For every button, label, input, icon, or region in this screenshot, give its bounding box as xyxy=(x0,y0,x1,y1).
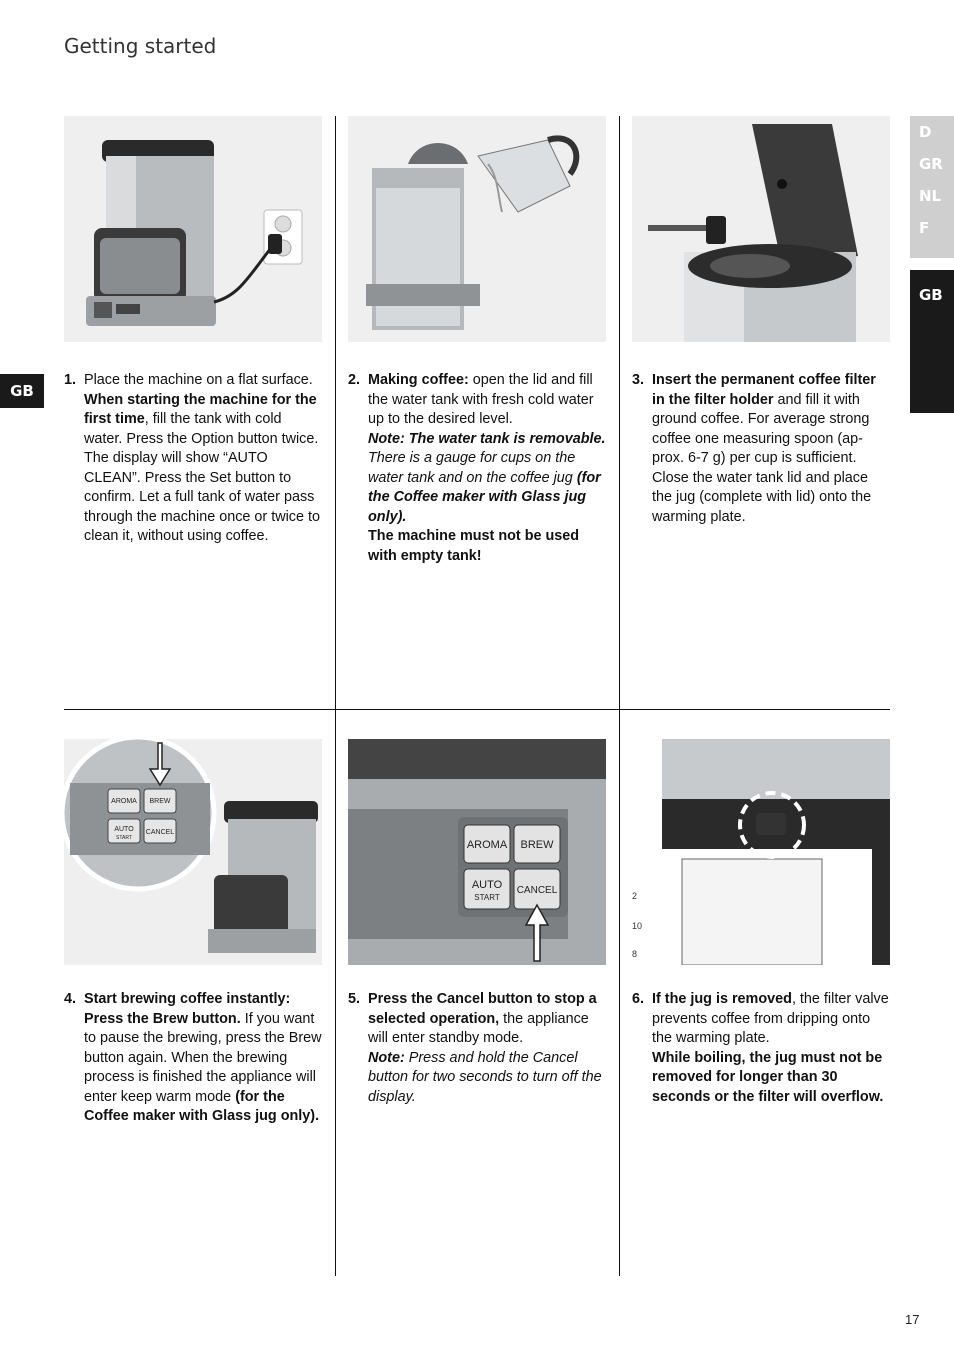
step-text-run: the appliance will enter standby mode. xyxy=(368,1010,589,1046)
step-text-run: When starting the machine for the first time xyxy=(84,391,317,427)
step-6 xyxy=(632,990,890,1107)
step-number: 2. xyxy=(348,372,361,388)
step-text-run: If you want to pause the brewing, press the Brew button again. When the brewing process is finished the appliance will enter keep warm mode xyxy=(84,1010,322,1105)
step-text-run: Press and hold the Cancel button for two seconds to turn off the display. xyxy=(368,1049,602,1105)
brew-label: BREW xyxy=(149,798,171,805)
language-tabs xyxy=(910,116,954,258)
step-text-run: Insert the permanent coffee filter in the filter holder xyxy=(652,372,876,408)
step-number: 6. xyxy=(632,991,645,1007)
lang-tab-d[interactable]: D xyxy=(919,123,932,141)
svg-text:AUTO: AUTO xyxy=(471,879,503,891)
step-text-run: Press the Cancel button to stop a selected operation, xyxy=(368,991,597,1027)
step-1 xyxy=(64,371,322,547)
step-text-run: (for the Coffee maker with Glass jug only). xyxy=(368,469,601,525)
row-divider xyxy=(64,709,890,710)
svg-text:CANCEL: CANCEL xyxy=(516,885,558,896)
step-text-run: open the lid and fill the water tank with fresh cold water up to the desired level. xyxy=(368,372,594,427)
lang-tab-gr[interactable]: GR xyxy=(919,155,943,173)
start-label: START xyxy=(116,835,132,841)
illustration-cancel-button xyxy=(348,739,606,965)
page-title: Getting started xyxy=(64,34,217,58)
step-text-run: If the jug is removed xyxy=(652,991,792,1007)
gauge-mark-8: 8 xyxy=(632,949,638,959)
illustration-filter-valve xyxy=(632,739,890,965)
gauge-mark-2: 2 xyxy=(632,891,638,901)
svg-text:START: START xyxy=(474,893,500,902)
illustration-brew-button xyxy=(64,739,322,965)
illustration-coffee-maker-plugged xyxy=(64,116,322,342)
column-divider xyxy=(619,116,620,1276)
left-lang-tab-gb: GB xyxy=(0,374,44,408)
step-text xyxy=(368,990,606,1107)
illustration-filling-water-tank xyxy=(348,116,606,342)
gauge-mark-10: 10 xyxy=(632,921,643,931)
cancel-label: CANCEL xyxy=(145,829,175,836)
step-3 xyxy=(632,371,890,527)
step-text-run: There is a gauge for cups on the water tank and on the coffee jug xyxy=(368,450,577,486)
column-divider xyxy=(335,116,336,1276)
aroma-label: AROMA xyxy=(111,798,137,805)
step-2 xyxy=(348,371,606,566)
auto-label: AUTO xyxy=(114,826,134,833)
step-text-run: Making coffee: xyxy=(368,372,469,388)
page-number: 17 xyxy=(905,1312,920,1327)
step-4 xyxy=(64,990,322,1127)
step-text-run: The machine must not be used with empty tank! xyxy=(368,528,580,564)
step-number: 3. xyxy=(632,372,645,388)
svg-text:AROMA: AROMA xyxy=(466,839,508,851)
step-5 xyxy=(348,990,606,1107)
lang-tab-nl[interactable]: NL xyxy=(919,187,942,205)
step-text xyxy=(84,371,322,547)
step-text-run: While boiling, the jug must not be removed for longer than 30 seconds or the filter will overflow. xyxy=(652,1049,884,1105)
illustration-filter-holder xyxy=(632,116,890,342)
step-text-run: and fill it with ground coffee. For average strong coffee one measuring spoon (approx. 6-7 g) per cup is sufficient. Close the water tank lid and place the jug (complete with lid) onto the warming plate. xyxy=(652,391,872,525)
step-text xyxy=(652,990,890,1107)
step-number: 5. xyxy=(348,991,361,1007)
svg-text:BREW: BREW xyxy=(520,839,554,851)
step-text xyxy=(652,371,890,527)
step-text xyxy=(368,371,606,566)
step-text-run: Place the machine on a flat surface. xyxy=(84,372,313,388)
step-text xyxy=(84,990,322,1127)
lang-tab-gb-active[interactable]: GB xyxy=(910,270,954,413)
step-text-run: (for the Coffee maker with Glass jug only). xyxy=(84,1088,320,1124)
lang-tab-f[interactable]: F xyxy=(919,219,930,237)
step-text-run: Start brewing coffee instantly: Press the Brew button. xyxy=(84,991,291,1027)
step-text-run: , fill the tank with cold water. Press the Option button twice. The display will show “AUTO CLEAN”. Press the Set button to confirm. Let a full tank of water pass through the machine once or twice to clean it, without using coffee. xyxy=(84,411,320,544)
step-text-run: Note: The water tank is removable. xyxy=(368,430,606,447)
step-text-run: Note: xyxy=(368,1049,405,1066)
step-text-run: , the filter valve prevents coffee from dripping onto the warming plate. xyxy=(652,991,889,1046)
step-number: 4. xyxy=(64,991,77,1007)
step-number: 1. xyxy=(64,372,77,388)
